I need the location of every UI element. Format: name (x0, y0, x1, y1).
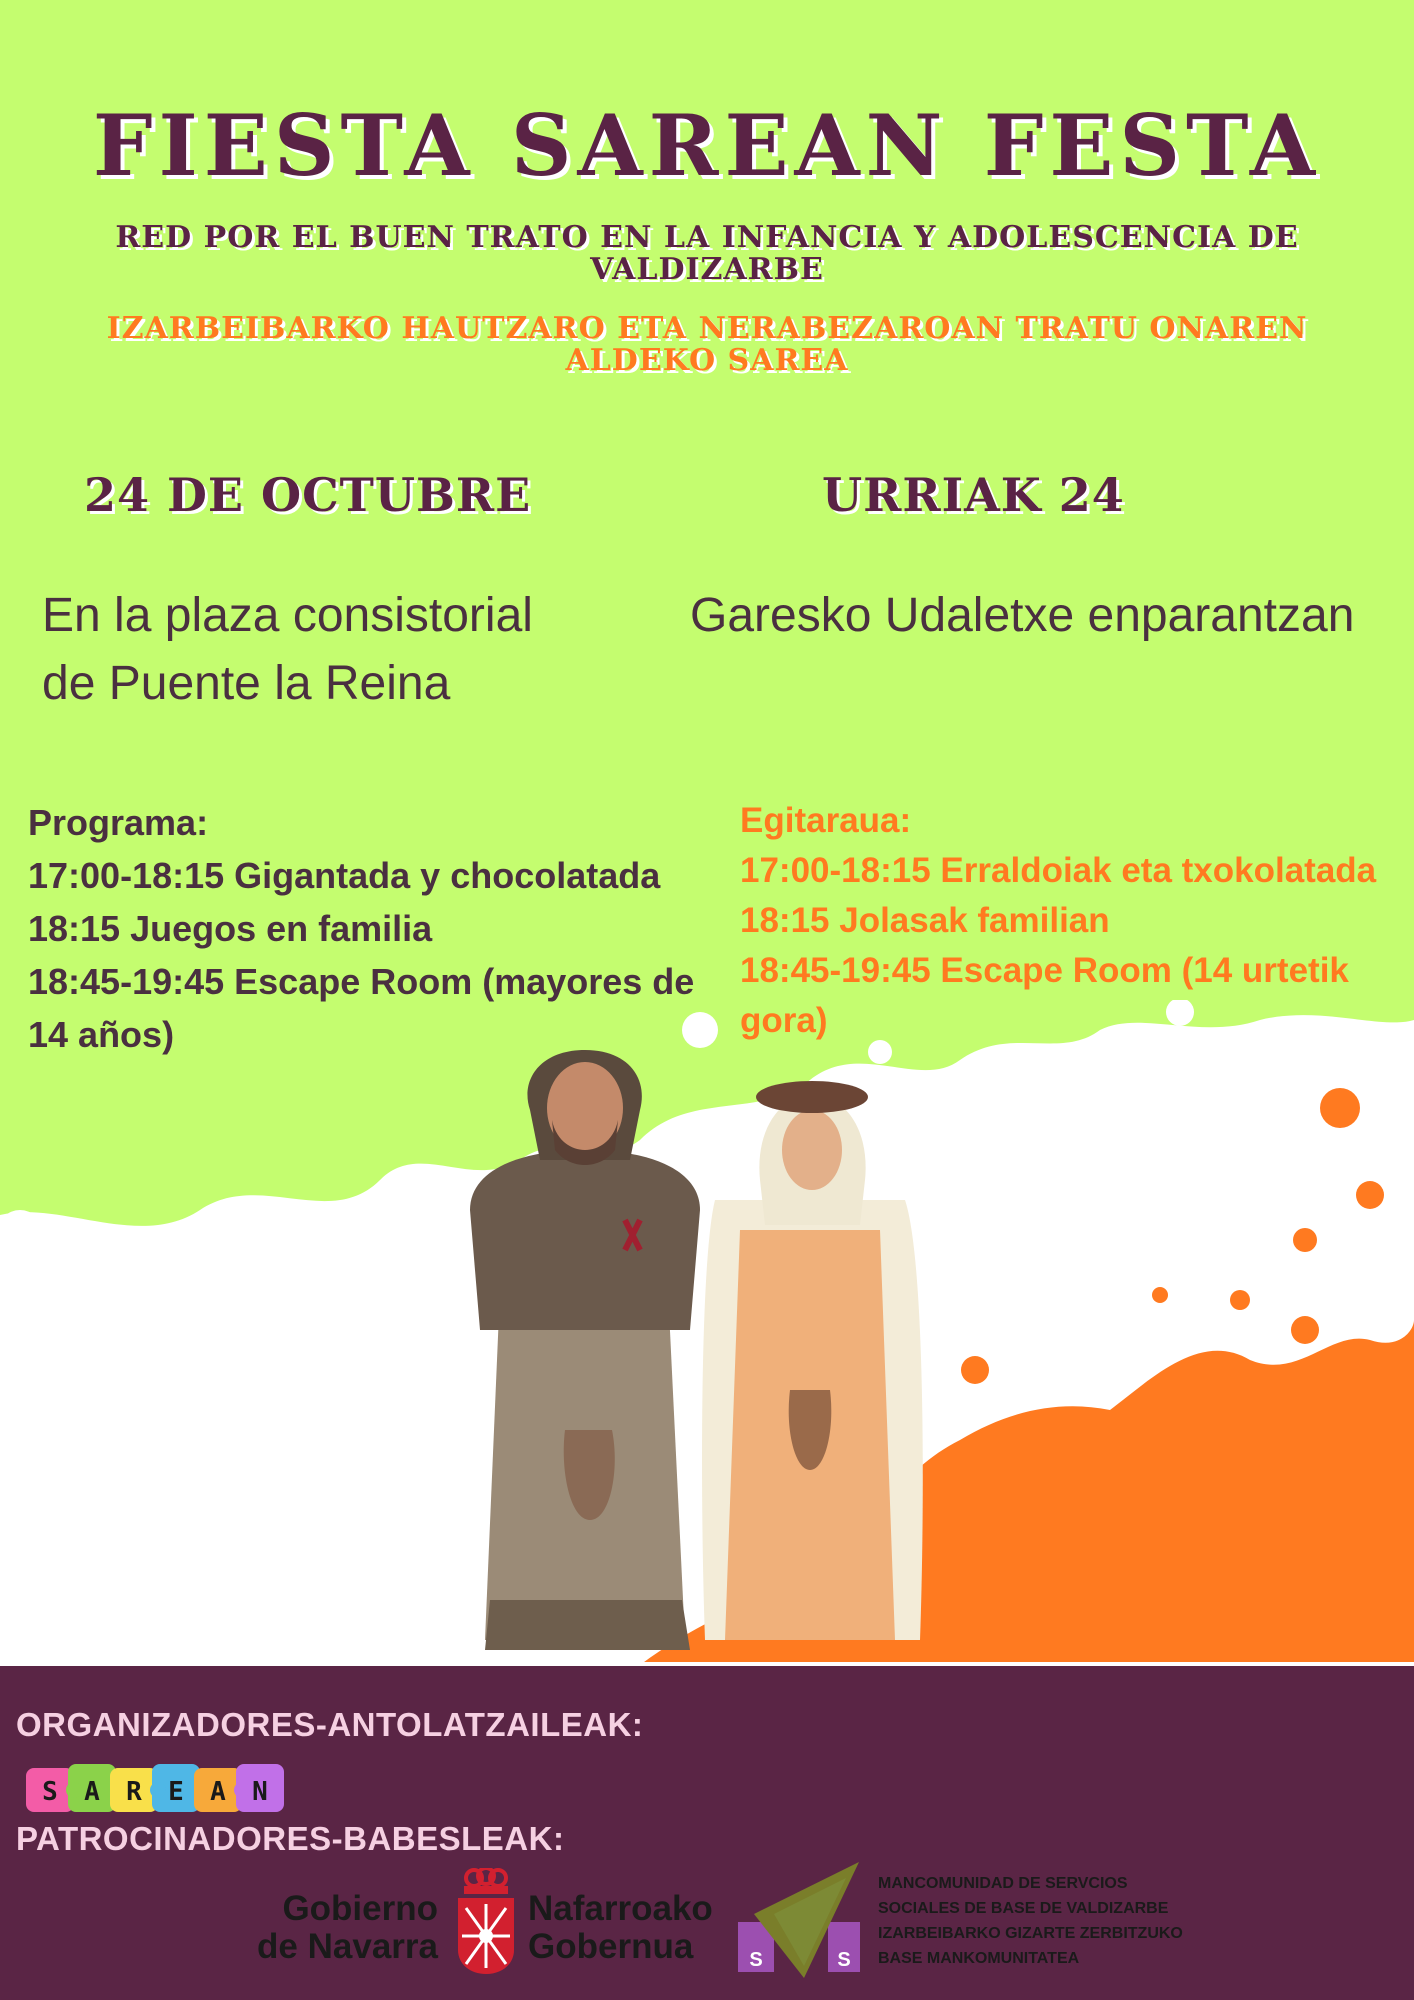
mancomunidad-basque (878, 1921, 1183, 1971)
program-basque-item: 18:15 Jolasak familian (740, 901, 1110, 940)
organizers-label: ORGANIZADORES-ANTOLATZAILEAK: (16, 1706, 644, 1743)
program-basque-item: 18:45-19:45 Escape Room (14 urtetik gora) (740, 951, 1349, 1040)
splash-dot (868, 1040, 892, 1064)
gobierno-text (250, 1890, 438, 1966)
mancomunidad-eu-line2: BASE MANKOMUNITATEA (878, 1950, 1080, 1967)
program-spanish-item: 18:15 Juegos en familia (28, 908, 433, 949)
program-basque-item: 17:00-18:15 Erraldoiak eta txokolatada (740, 851, 1377, 890)
gobierno-line2: de Navarra (257, 1927, 438, 1966)
gobierno-navarra-logo (250, 1868, 720, 1978)
sarean-logo (26, 1758, 316, 1822)
svg-text:A: A (210, 1777, 226, 1807)
mancomunidad-es-line2: SOCIALES DE BASE DE VALDIZARBE (878, 1900, 1169, 1917)
subtitle-basque: IZARBEIBARKO HAUTZARO ETA NERABEZAROAN TRATU ONAREN ALDEKO SAREA (106, 311, 1308, 378)
splash-dot (682, 1012, 718, 1048)
place-spanish-line1: En la plaza consistorial (42, 589, 533, 642)
sponsors-label: PATROCINADORES-BABESLEAK: (16, 1820, 565, 1857)
nafarroa-line2: Gobernua (528, 1927, 694, 1966)
mancomunidad-spanish (878, 1871, 1168, 1921)
orange-dot (1293, 1228, 1317, 1252)
program-basque-heading: Egitaraua: (740, 801, 912, 840)
svg-text:N: N (252, 1777, 268, 1807)
svg-text:A: A (84, 1777, 100, 1807)
program-spanish-item: 17:00-18:15 Gigantada y chocolatada (28, 855, 661, 896)
splash-dot (1166, 1000, 1194, 1026)
orange-dot (1356, 1181, 1384, 1209)
mancomunidad-eu-line1: IZARBEIBARKO GIZARTE ZERBITZUKO (878, 1925, 1183, 1942)
mancomunidad-es-line1: MANCOMUNIDAD DE SERVCIOS (878, 1875, 1128, 1892)
svg-text:S: S (749, 1949, 763, 1971)
date-spanish: 24 DE OCTUBRE (84, 468, 532, 522)
svg-text:S: S (42, 1777, 58, 1807)
date-basque: URRIAK 24 (822, 468, 1125, 522)
subtitle-spanish: RED POR EL BUEN TRATO EN LA INFANCIA Y ADOLESCENCIA DE VALDIZARBE (115, 220, 1299, 287)
svg-text:R: R (126, 1777, 142, 1807)
place-spanish-line2: de Puente la Reina (42, 657, 451, 710)
orange-dot (961, 1356, 989, 1384)
nafarroa-line1: Nafarroako (528, 1889, 713, 1928)
nafarroa-text (528, 1890, 728, 1966)
navarra-shield-icon (452, 1868, 520, 1978)
orange-dot (1320, 1088, 1360, 1128)
orange-dot (1230, 1290, 1250, 1310)
svg-text:E: E (168, 1777, 184, 1807)
mancomunidad-logo-icon (734, 1862, 864, 1982)
orange-dot (1291, 1316, 1319, 1344)
splash-illustration (0, 1000, 1414, 1665)
place-basque: Garesko Udaletxe enparantzan (690, 589, 1355, 642)
gobierno-line1: Gobierno (282, 1889, 438, 1928)
program-spanish-heading: Programa: (28, 802, 209, 843)
place-spanish (42, 582, 533, 718)
svg-text:S: S (837, 1949, 851, 1971)
poster-title: FIESTA SAREAN FESTA (92, 96, 1322, 195)
splash-dot (0, 1210, 42, 1254)
footer (0, 1662, 1414, 2000)
orange-dot (1152, 1287, 1168, 1303)
program-spanish-item: 18:45-19:45 Escape Room (mayores de 14 años) (28, 961, 695, 1055)
